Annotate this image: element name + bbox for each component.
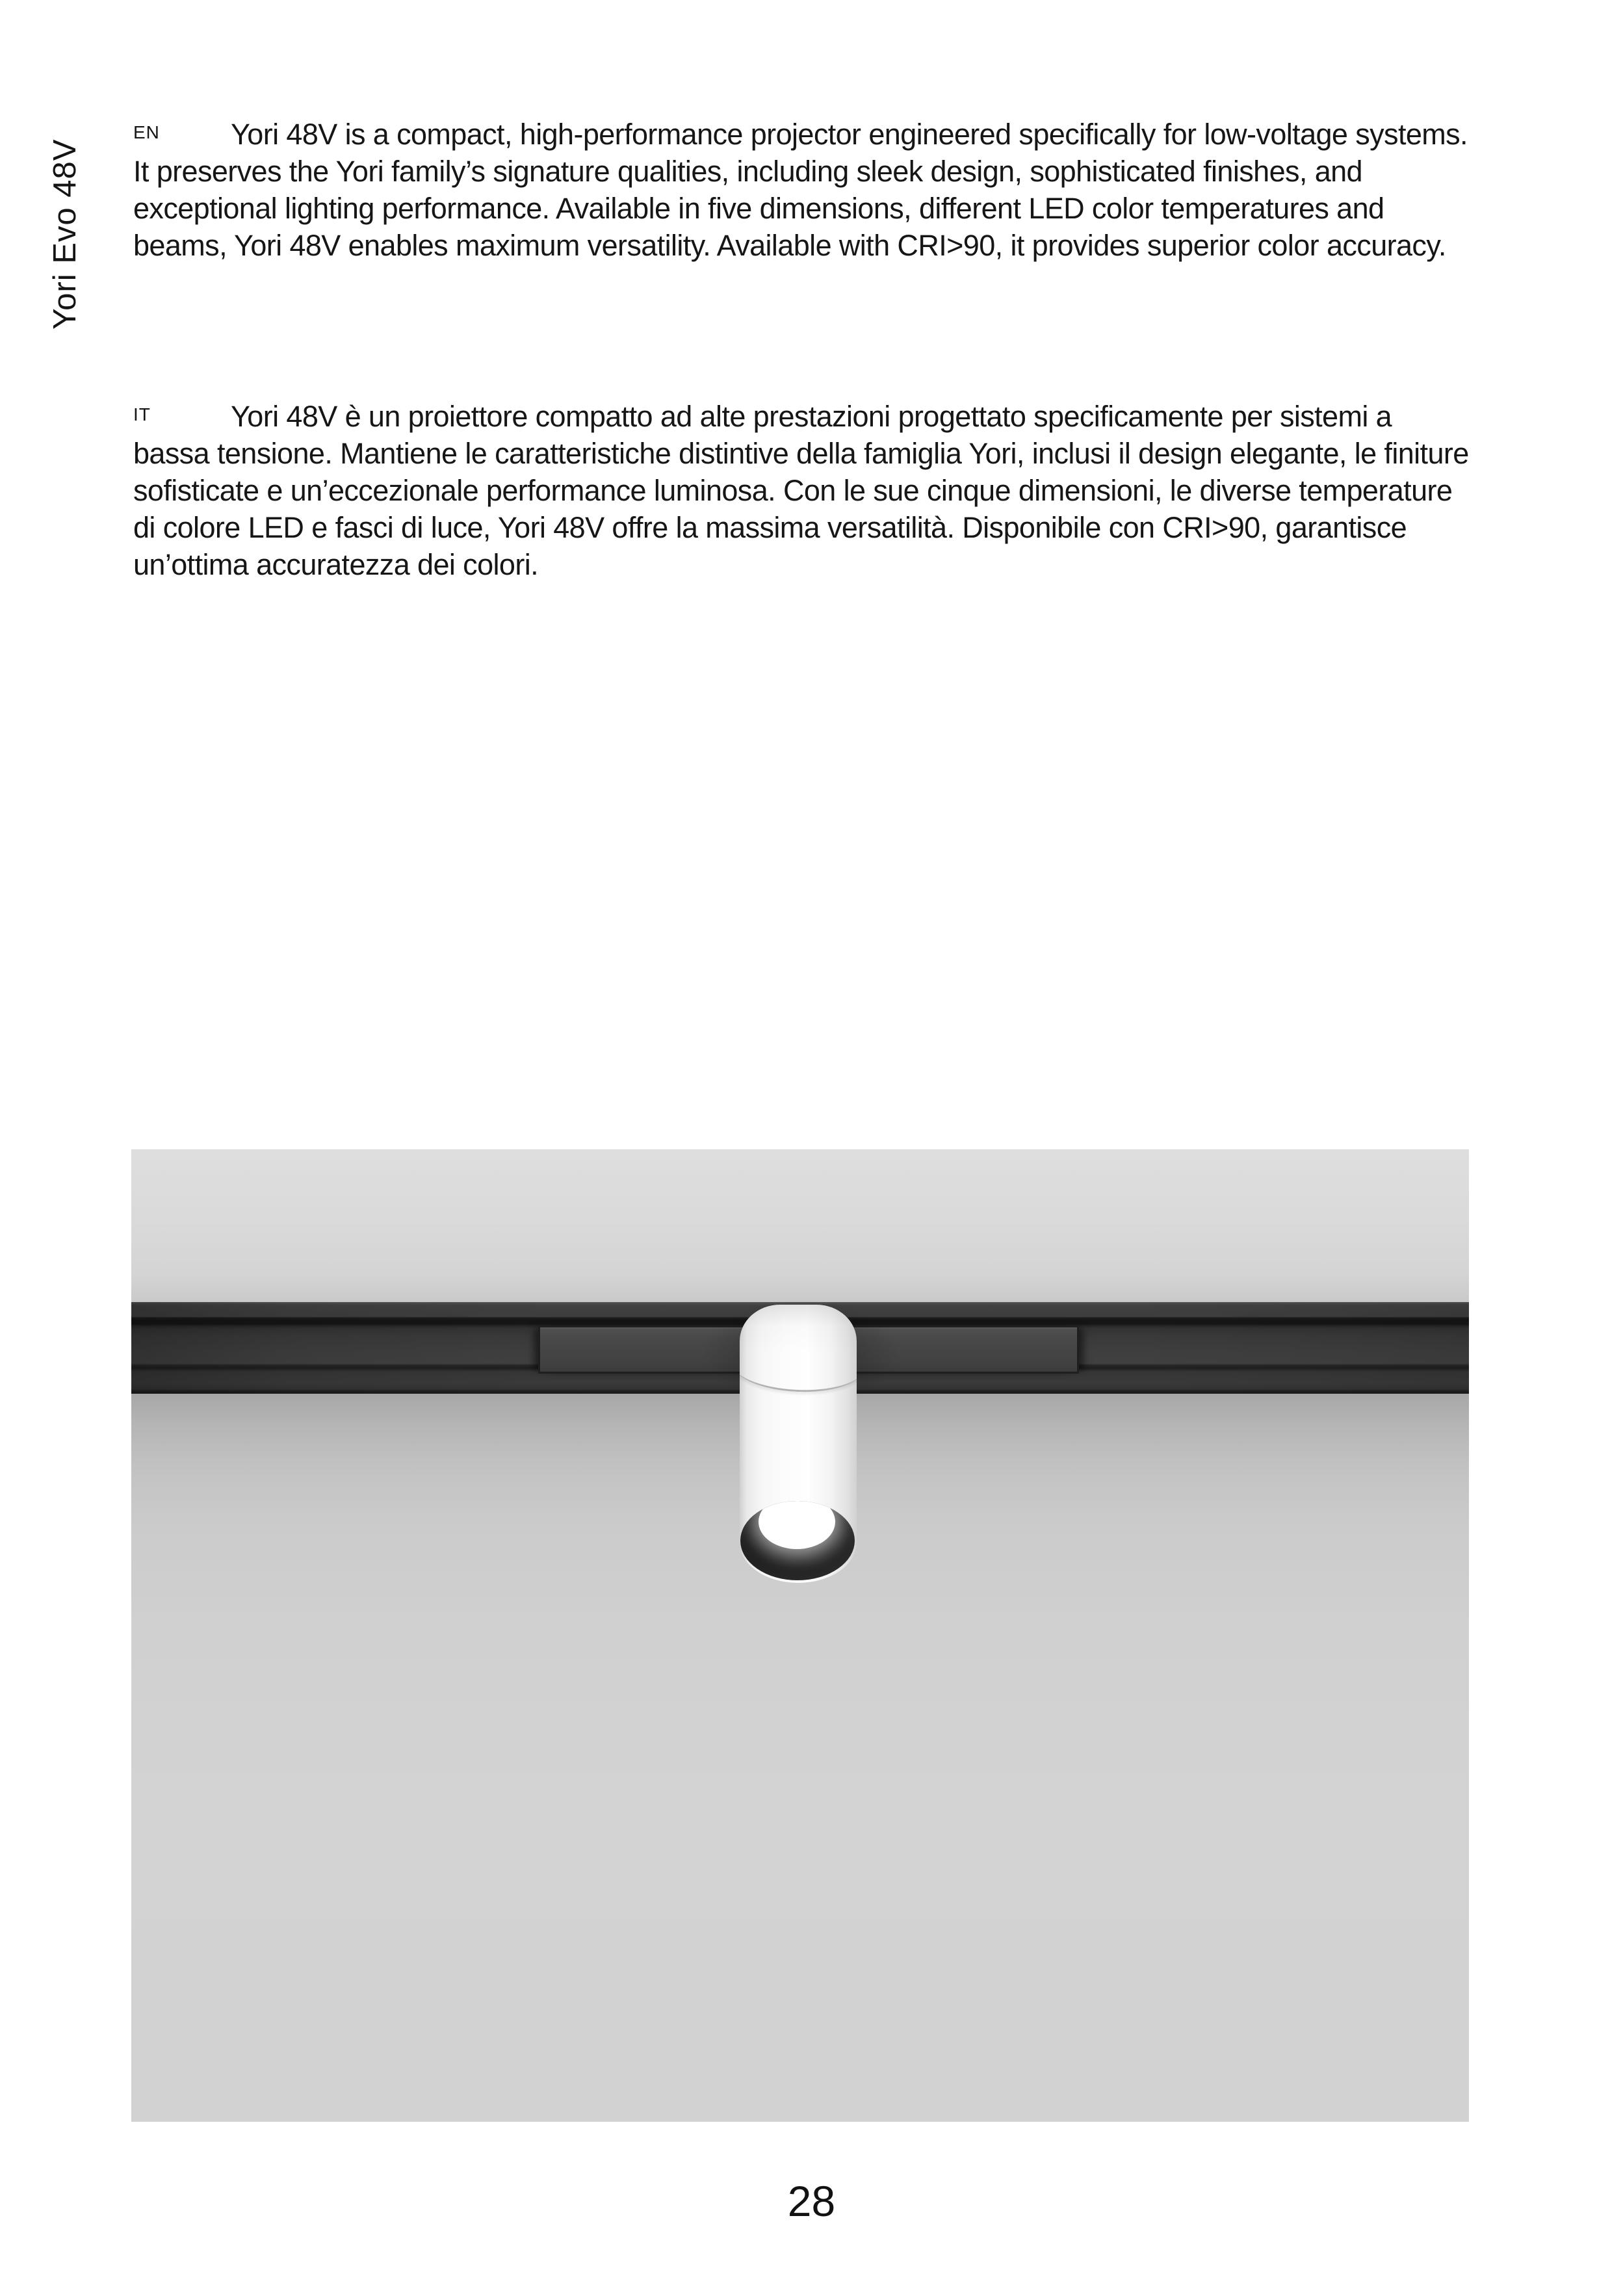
spotlight-body	[740, 1305, 857, 1583]
paragraph-block-it	[133, 398, 1472, 583]
spotlight-seam	[740, 1336, 857, 1395]
product-figure	[131, 1149, 1469, 2122]
language-label-en: EN	[133, 122, 160, 142]
sidebar-vertical-title: Yori Evo 48V	[47, 138, 83, 330]
spotlight-opening	[740, 1501, 855, 1580]
paragraph-text-it: Yori 48V è un proiettore compatto ad alte prestazioni progettato specificamente per sistemi a bassa tensione. Mantiene le caratteristiche distintive della famiglia Yori, inclusi il design elegante, le finiture sofisticate e un’eccezionale performance luminosa. Con le sue cinque dimensioni, le diverse temperature di colore LED e fasci di luce, Yori 48V offre la massima versatilità. Disponibile con CRI>90, garantisce un’ottima accuratezza dei colori.	[133, 400, 1469, 581]
paragraph-text-en: Yori 48V is a compact, high-performance projector engineered specifically for low-voltage systems. It preserves the Yori family’s signature qualities, including sleek design, sophisticated finishes, and exceptional lighting performance. Available in five dimensions, different LED color temperatures and beams, Yori 48V enables maximum versatility. Available with CRI>90, it provides superior color accuracy.	[133, 118, 1468, 262]
paragraph-block-en	[133, 116, 1472, 264]
figure-wall-upper	[131, 1149, 1469, 1302]
language-label-it: IT	[133, 404, 151, 424]
spotlight-fixture	[740, 1305, 857, 1583]
spotlight-lens	[759, 1501, 835, 1549]
page-number: 28	[787, 2177, 836, 2225]
